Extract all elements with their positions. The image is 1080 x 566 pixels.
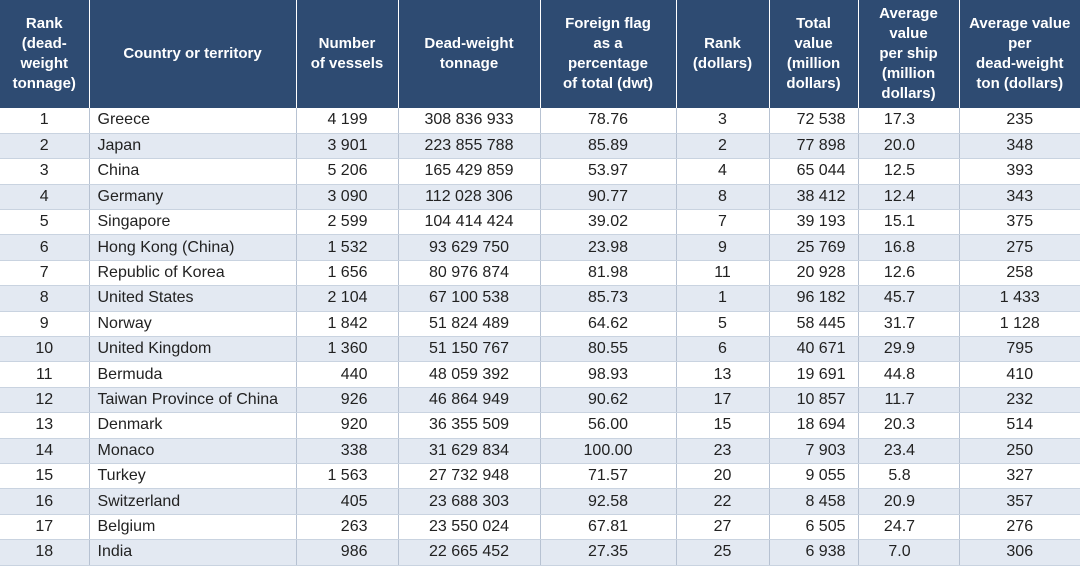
header-text: per (1008, 35, 1032, 52)
cell-avg-per-ship: 29.9 (858, 337, 959, 362)
cell-country: Greece (89, 108, 296, 133)
cell-dwt: 23 688 303 (398, 489, 540, 514)
table-row (0, 463, 1080, 488)
header-text: (dead- (21, 35, 67, 52)
cell-dwt: 27 732 948 (398, 463, 540, 488)
header-text: value (794, 35, 833, 52)
cell-rank-dollars: 20 (676, 463, 769, 488)
cell-avg-per-ton: 357 (959, 489, 1080, 514)
cell-country: Singapore (89, 210, 296, 235)
cell-avg-per-ton: 514 (959, 413, 1080, 438)
cell-avg-per-ship: 20.3 (858, 413, 959, 438)
cell-avg-per-ton: 235 (959, 108, 1080, 133)
cell-rank-dollars: 7 (676, 210, 769, 235)
cell-dwt: 93 629 750 (398, 235, 540, 260)
cell-foreign-flag: 23.98 (540, 235, 676, 260)
header-text: dollars) (786, 75, 841, 92)
header-text: weight (20, 55, 68, 72)
cell-vessels: 1 656 (296, 260, 398, 285)
cell-vessels: 1 360 (296, 337, 398, 362)
table-row (0, 387, 1080, 412)
header-text: Dead-weight (424, 35, 514, 52)
cell-total-value: 65 044 (769, 159, 858, 184)
cell-avg-per-ship: 17.3 (858, 108, 959, 133)
cell-total-value: 20 928 (769, 260, 858, 285)
cell-vessels: 2 599 (296, 210, 398, 235)
cell-rank-dollars: 8 (676, 184, 769, 209)
cell-rank-dwt: 18 (0, 540, 89, 565)
cell-foreign-flag: 98.93 (540, 362, 676, 387)
cell-foreign-flag: 90.62 (540, 387, 676, 412)
cell-country: Germany (89, 184, 296, 209)
cell-dwt: 46 864 949 (398, 387, 540, 412)
cell-rank-dwt: 1 (0, 108, 89, 133)
cell-avg-per-ton: 232 (959, 387, 1080, 412)
header-text: ton (dollars) (976, 75, 1064, 92)
header-text: dollars) (881, 85, 936, 102)
header-text: (million (881, 65, 936, 82)
cell-country: Denmark (89, 413, 296, 438)
cell-foreign-flag: 85.73 (540, 286, 676, 311)
cell-total-value: 7 903 (769, 438, 858, 463)
cell-dwt: 112 028 306 (398, 184, 540, 209)
cell-foreign-flag: 81.98 (540, 260, 676, 285)
cell-rank-dwt: 4 (0, 184, 89, 209)
cell-avg-per-ship: 45.7 (858, 286, 959, 311)
cell-total-value: 38 412 (769, 184, 858, 209)
table-row (0, 210, 1080, 235)
cell-avg-per-ton: 250 (959, 438, 1080, 463)
cell-country: Hong Kong (China) (89, 235, 296, 260)
cell-total-value: 72 538 (769, 108, 858, 133)
header-avg-per-ship (858, 0, 959, 108)
header-text: tonnage (439, 55, 499, 72)
cell-country: United Kingdom (89, 337, 296, 362)
cell-total-value: 6 505 (769, 514, 858, 539)
table-row (0, 337, 1080, 362)
cell-country: Bermuda (89, 362, 296, 387)
header-text: percentage (567, 55, 649, 72)
header-vessels (296, 0, 398, 108)
cell-dwt: 51 824 489 (398, 311, 540, 336)
cell-avg-per-ship: 16.8 (858, 235, 959, 260)
cell-total-value: 8 458 (769, 489, 858, 514)
header-text: Total (796, 15, 831, 32)
cell-total-value: 6 938 (769, 540, 858, 565)
header-row (0, 0, 1080, 108)
cell-country: China (89, 159, 296, 184)
table-row (0, 184, 1080, 209)
cell-dwt: 36 355 509 (398, 413, 540, 438)
cell-rank-dollars: 23 (676, 438, 769, 463)
cell-rank-dwt: 9 (0, 311, 89, 336)
cell-country: Norway (89, 311, 296, 336)
table-row (0, 286, 1080, 311)
cell-country: Taiwan Province of China (89, 387, 296, 412)
header-text: Average value (969, 15, 1071, 32)
cell-foreign-flag: 100.00 (540, 438, 676, 463)
cell-dwt: 22 665 452 (398, 540, 540, 565)
header-text: (dollars) (692, 55, 753, 72)
cell-avg-per-ton: 327 (959, 463, 1080, 488)
cell-foreign-flag: 56.00 (540, 413, 676, 438)
cell-vessels: 4 199 (296, 108, 398, 133)
cell-rank-dwt: 5 (0, 210, 89, 235)
cell-rank-dwt: 8 (0, 286, 89, 311)
header-text: tonnage) (12, 75, 76, 92)
cell-avg-per-ship: 44.8 (858, 362, 959, 387)
cell-foreign-flag: 67.81 (540, 514, 676, 539)
cell-avg-per-ton: 343 (959, 184, 1080, 209)
cell-rank-dwt: 10 (0, 337, 89, 362)
header-text: dead-weight (975, 55, 1064, 72)
cell-foreign-flag: 80.55 (540, 337, 676, 362)
cell-dwt: 104 414 424 (398, 210, 540, 235)
table-row (0, 311, 1080, 336)
table-row (0, 413, 1080, 438)
cell-rank-dollars: 1 (676, 286, 769, 311)
cell-avg-per-ton: 348 (959, 133, 1080, 158)
header-text: per ship (879, 45, 938, 62)
cell-dwt: 23 550 024 (398, 514, 540, 539)
cell-rank-dwt: 3 (0, 159, 89, 184)
cell-dwt: 223 855 788 (398, 133, 540, 158)
cell-total-value: 10 857 (769, 387, 858, 412)
cell-vessels: 926 (296, 387, 398, 412)
header-text: value (889, 25, 928, 42)
cell-foreign-flag: 92.58 (540, 489, 676, 514)
cell-rank-dwt: 11 (0, 362, 89, 387)
cell-avg-per-ship: 12.5 (858, 159, 959, 184)
cell-total-value: 25 769 (769, 235, 858, 260)
cell-vessels: 2 104 (296, 286, 398, 311)
cell-rank-dollars: 9 (676, 235, 769, 260)
cell-total-value: 39 193 (769, 210, 858, 235)
cell-foreign-flag: 90.77 (540, 184, 676, 209)
header-foreign-flag (540, 0, 676, 108)
table-row (0, 540, 1080, 565)
cell-rank-dwt: 17 (0, 514, 89, 539)
cell-total-value: 77 898 (769, 133, 858, 158)
header-text: Rank (25, 15, 63, 32)
header-avg-per-ton (959, 0, 1080, 108)
cell-rank-dollars: 4 (676, 159, 769, 184)
cell-avg-per-ton: 276 (959, 514, 1080, 539)
cell-total-value: 18 694 (769, 413, 858, 438)
header-rank-dollars (676, 0, 769, 108)
cell-dwt: 165 429 859 (398, 159, 540, 184)
cell-vessels: 440 (296, 362, 398, 387)
cell-avg-per-ship: 24.7 (858, 514, 959, 539)
header-text: Foreign flag (565, 15, 651, 32)
cell-rank-dwt: 7 (0, 260, 89, 285)
cell-total-value: 19 691 (769, 362, 858, 387)
cell-rank-dwt: 16 (0, 489, 89, 514)
cell-rank-dollars: 3 (676, 108, 769, 133)
header-rank-dwt (0, 0, 89, 108)
table-header (0, 0, 1080, 108)
cell-avg-per-ship: 12.6 (858, 260, 959, 285)
table-row (0, 514, 1080, 539)
cell-rank-dwt: 12 (0, 387, 89, 412)
cell-total-value: 58 445 (769, 311, 858, 336)
cell-rank-dollars: 2 (676, 133, 769, 158)
header-text: as a (593, 35, 623, 52)
cell-country: Japan (89, 133, 296, 158)
cell-avg-per-ton: 393 (959, 159, 1080, 184)
cell-rank-dwt: 14 (0, 438, 89, 463)
cell-rank-dollars: 25 (676, 540, 769, 565)
header-text: Number (318, 35, 376, 52)
cell-country: Monaco (89, 438, 296, 463)
cell-avg-per-ship: 20.0 (858, 133, 959, 158)
header-total-value (769, 0, 858, 108)
table-row (0, 108, 1080, 133)
cell-avg-per-ship: 23.4 (858, 438, 959, 463)
cell-country: India (89, 540, 296, 565)
table-row (0, 260, 1080, 285)
cell-country: Switzerland (89, 489, 296, 514)
cell-total-value: 96 182 (769, 286, 858, 311)
cell-avg-per-ton: 258 (959, 260, 1080, 285)
cell-foreign-flag: 53.97 (540, 159, 676, 184)
cell-avg-per-ton: 410 (959, 362, 1080, 387)
cell-vessels: 5 206 (296, 159, 398, 184)
header-text: (million (786, 55, 841, 72)
cell-rank-dollars: 15 (676, 413, 769, 438)
header-text: of total (dwt) (563, 75, 653, 92)
cell-avg-per-ton: 795 (959, 337, 1080, 362)
header-text: Country or territory (123, 45, 262, 62)
cell-avg-per-ship: 15.1 (858, 210, 959, 235)
header-text: Rank (704, 35, 741, 52)
cell-rank-dollars: 11 (676, 260, 769, 285)
cell-rank-dwt: 2 (0, 133, 89, 158)
cell-vessels: 3 090 (296, 184, 398, 209)
cell-vessels: 3 901 (296, 133, 398, 158)
cell-rank-dwt: 13 (0, 413, 89, 438)
cell-rank-dollars: 13 (676, 362, 769, 387)
cell-dwt: 51 150 767 (398, 337, 540, 362)
cell-dwt: 308 836 933 (398, 108, 540, 133)
table-row (0, 159, 1080, 184)
cell-rank-dollars: 27 (676, 514, 769, 539)
cell-foreign-flag: 78.76 (540, 108, 676, 133)
cell-rank-dollars: 6 (676, 337, 769, 362)
cell-avg-per-ship: 12.4 (858, 184, 959, 209)
cell-dwt: 80 976 874 (398, 260, 540, 285)
cell-foreign-flag: 64.62 (540, 311, 676, 336)
cell-avg-per-ship: 11.7 (858, 387, 959, 412)
cell-dwt: 48 059 392 (398, 362, 540, 387)
cell-rank-dollars: 5 (676, 311, 769, 336)
cell-country: Turkey (89, 463, 296, 488)
cell-rank-dwt: 6 (0, 235, 89, 260)
cell-vessels: 986 (296, 540, 398, 565)
cell-avg-per-ship: 5.8 (858, 463, 959, 488)
cell-rank-dwt: 15 (0, 463, 89, 488)
cell-avg-per-ton: 275 (959, 235, 1080, 260)
cell-foreign-flag: 85.89 (540, 133, 676, 158)
cell-avg-per-ship: 20.9 (858, 489, 959, 514)
table-row (0, 235, 1080, 260)
cell-avg-per-ton: 306 (959, 540, 1080, 565)
table-body (0, 108, 1080, 565)
cell-avg-per-ton: 1 433 (959, 286, 1080, 311)
cell-country: United States (89, 286, 296, 311)
header-text: Average (879, 5, 938, 22)
cell-vessels: 338 (296, 438, 398, 463)
cell-rank-dollars: 22 (676, 489, 769, 514)
cell-vessels: 1 842 (296, 311, 398, 336)
cell-dwt: 31 629 834 (398, 438, 540, 463)
cell-vessels: 1 532 (296, 235, 398, 260)
cell-foreign-flag: 27.35 (540, 540, 676, 565)
table-row (0, 489, 1080, 514)
cell-avg-per-ship: 31.7 (858, 311, 959, 336)
cell-vessels: 1 563 (296, 463, 398, 488)
cell-total-value: 40 671 (769, 337, 858, 362)
cell-country: Republic of Korea (89, 260, 296, 285)
cell-foreign-flag: 71.57 (540, 463, 676, 488)
cell-vessels: 920 (296, 413, 398, 438)
cell-dwt: 67 100 538 (398, 286, 540, 311)
table-row (0, 133, 1080, 158)
cell-vessels: 263 (296, 514, 398, 539)
header-text: of vessels (310, 55, 384, 72)
table-row (0, 438, 1080, 463)
table-row (0, 362, 1080, 387)
cell-avg-per-ton: 375 (959, 210, 1080, 235)
cell-vessels: 405 (296, 489, 398, 514)
cell-foreign-flag: 39.02 (540, 210, 676, 235)
cell-rank-dollars: 17 (676, 387, 769, 412)
cell-avg-per-ship: 7.0 (858, 540, 959, 565)
cell-total-value: 9 055 (769, 463, 858, 488)
cell-country: Belgium (89, 514, 296, 539)
cell-avg-per-ton: 1 128 (959, 311, 1080, 336)
header-country (89, 0, 296, 108)
header-dwt (398, 0, 540, 108)
